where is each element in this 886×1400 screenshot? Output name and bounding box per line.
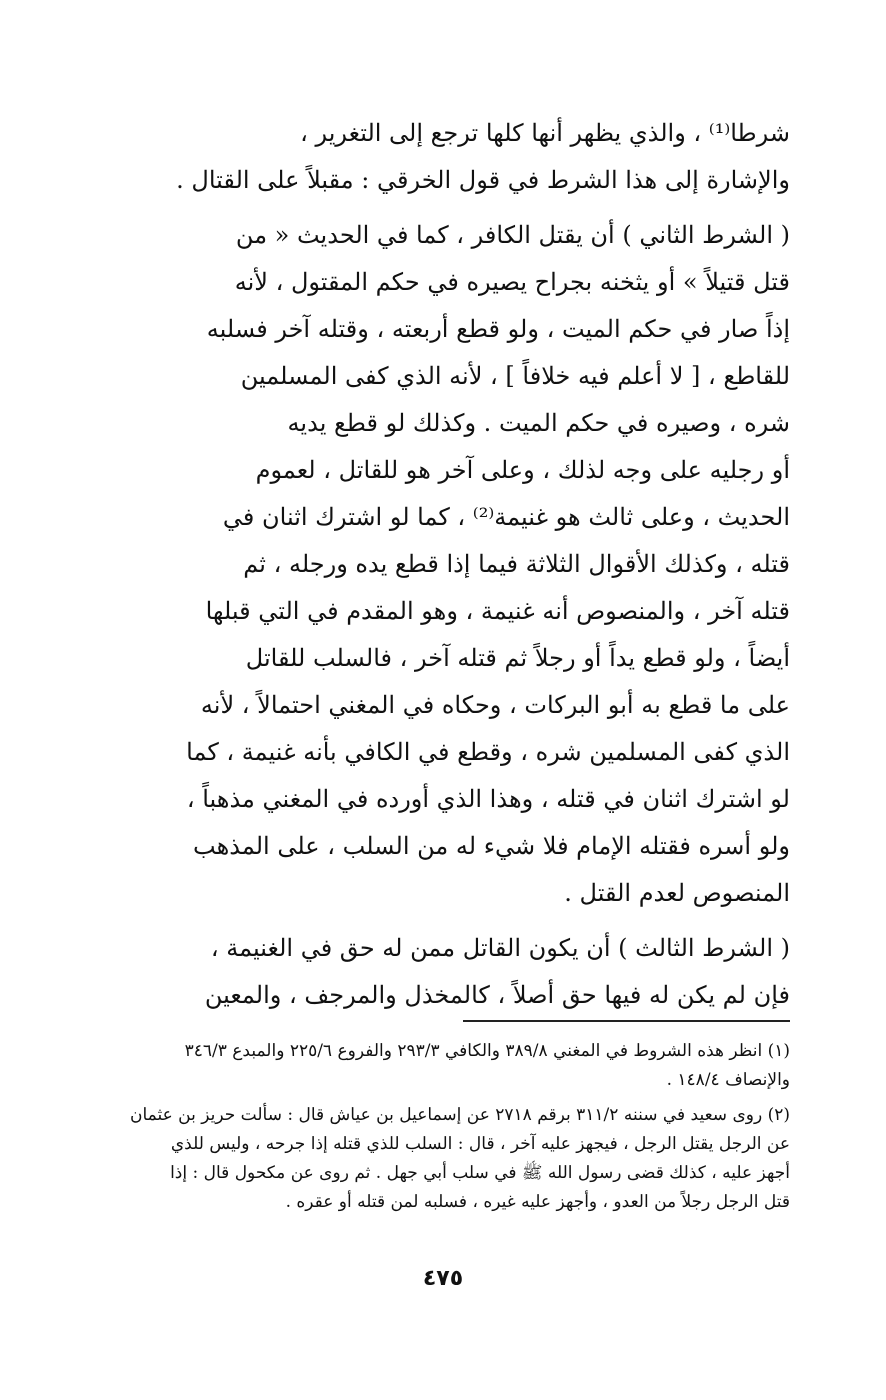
page-number: ٤٧٥ — [422, 1266, 464, 1291]
paragraph-1 — [140, 110, 790, 204]
footnotes — [130, 1037, 790, 1217]
footnote-line: والإنصاف ١٤٨/٤ . — [666, 1070, 790, 1090]
text-line: ( الشرط الثالث ) أن يكون القاتل ممن له حق في الغنيمة ، — [210, 934, 790, 962]
text-line: إذاً صار في حكم الميت ، ولو قطع أربعته ، وقتله آخر فسلبه — [206, 315, 790, 343]
footnote-line: أجهز عليه ، كذلك قضى رسول الله ﷺ في سلب أبي جهل . ثم روى عن مكحول قال : إذا — [170, 1163, 790, 1183]
text-line: المنصوص لعدم القتل . — [564, 879, 790, 907]
text-line: والإشارة إلى هذا الشرط في قول الخرقي : مقبلاً على القتال . — [176, 166, 790, 194]
footnote-2 — [130, 1101, 790, 1217]
text-line: شرطا⁽¹⁾ ، والذي يظهر أنها كلها ترجع إلى التغرير ، — [300, 119, 790, 147]
text-line: أيضاً ، ولو قطع يداً أو رجلاً ثم قتله آخر ، فالسلب للقاتل — [245, 644, 790, 672]
text-line: قتله ، وكذلك الأقوال الثلاثة فيما إذا قطع يده ورجله ، ثم — [243, 550, 790, 578]
main-text — [140, 110, 790, 1019]
text-line: ( الشرط الثاني ) أن يقتل الكافر ، كما في الحديث « من — [235, 221, 790, 249]
footnote-divider — [463, 1020, 790, 1022]
text-line: للقاطع ، [ لا أعلم فيه خلافاً ] ، لأنه الذي كفى المسلمين — [240, 362, 790, 390]
footnote-line: (٢) روى سعيد في سننه ٣١١/٢ برقم ٢٧١٨ عن إسماعيل بن عياش قال : سألت حريز بن عثمان — [130, 1105, 790, 1125]
text-line: الذي كفى المسلمين شره ، وقطع في الكافي بأنه غنيمة ، كما — [186, 738, 790, 766]
footnote-1 — [140, 1037, 790, 1095]
text-line: الحديث ، وعلى ثالث هو غنيمة⁽²⁾ ، كما لو اشترك اثنان في — [222, 503, 790, 531]
text-line: لو اشترك اثنان في قتله ، وهذا الذي أورده في المغني مذهباً ، — [186, 785, 790, 813]
text-line: شره ، وصيره في حكم الميت . وكذلك لو قطع يديه — [287, 409, 790, 437]
paragraph-3 — [140, 925, 790, 1019]
text-line: ولو أسره فقتله الإمام فلا شيء له من السلب ، على المذهب — [193, 832, 790, 860]
text-line: على ما قطع به أبو البركات ، وحكاه في المغني احتمالاً ، لأنه — [200, 691, 790, 719]
text-line: قتله آخر ، والمنصوص أنه غنيمة ، وهو المقدم في التي قبلها — [205, 597, 790, 625]
paragraph-2 — [140, 212, 790, 917]
footnote-line: قتل الرجل رجلاً من العدو ، وأجهز عليه غيره ، فسلبه لمن قتله أو عقره . — [285, 1192, 790, 1212]
footnote-line: عن الرجل يقتل الرجل ، فيجهز عليه آخر ، قال : السلب للذي قتله إذا جرحه ، وليس للذي — [170, 1134, 790, 1154]
footnote-line: (١) انظر هذه الشروط في المغني ٣٨٩/٨ والكافي ٢٩٣/٣ والفروع ٢٢٥/٦ والمبدع ٣٤٦/٣ — [184, 1041, 790, 1061]
text-line: قتل قتيلاً » أو يثخنه بجراح يصيره في حكم المقتول ، لأنه — [234, 268, 790, 296]
text-line: فإن لم يكن له فيها حق أصلاً ، كالمخذل والمرجف ، والمعين — [204, 981, 790, 1009]
text-line: أو رجليه على وجه لذلك ، وعلى آخر هو للقاتل ، لعموم — [255, 456, 790, 484]
